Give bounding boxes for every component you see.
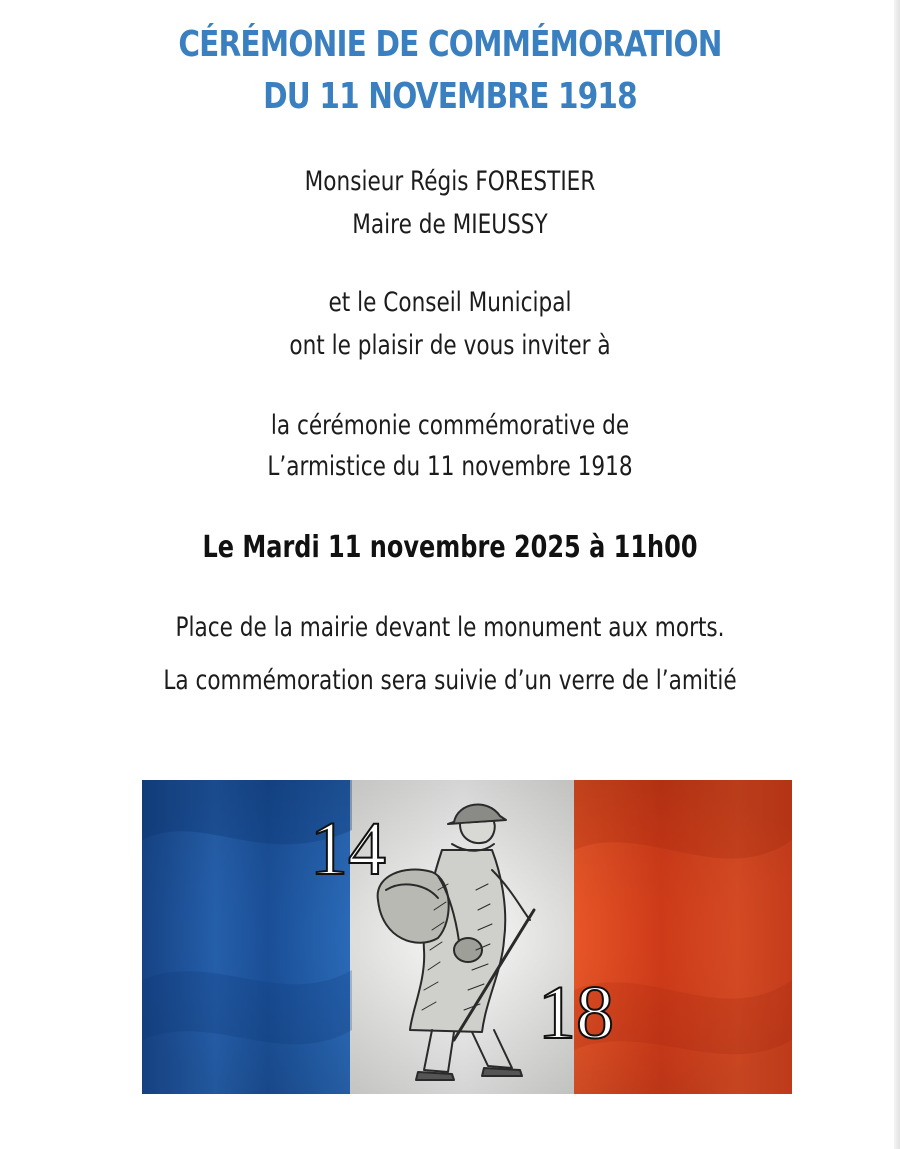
french-flag-image xyxy=(142,780,792,1094)
year-start-label: 14 xyxy=(310,807,386,891)
title-line-1: CÉRÉMONIE DE COMMÉMORATION xyxy=(178,24,722,65)
event-line-1: la cérémonie commémorative de xyxy=(270,410,630,441)
title-line-2: DU 11 NOVEMBRE 1918 xyxy=(263,76,637,117)
page-edge xyxy=(894,0,900,1149)
host-role: Maire de MIEUSSY xyxy=(352,209,548,240)
event-line-2: L’armistice du 11 novembre 1918 xyxy=(267,451,633,482)
year-end-label: 18 xyxy=(538,971,614,1055)
flag-illustration xyxy=(142,780,792,1094)
event-date: Le Mardi 11 novembre 2025 à 11h00 xyxy=(202,530,698,565)
place-line: Place de la mairie devant le monument aux morts. xyxy=(175,612,725,643)
reception-line: La commémoration sera suivie d’un verre de l’amitié xyxy=(163,665,737,696)
host-name: Monsieur Régis FORESTIER xyxy=(304,166,596,197)
invite-line-1: et le Conseil Municipal xyxy=(328,287,572,318)
invite-line-2: ont le plaisir de vous inviter à xyxy=(289,330,611,361)
